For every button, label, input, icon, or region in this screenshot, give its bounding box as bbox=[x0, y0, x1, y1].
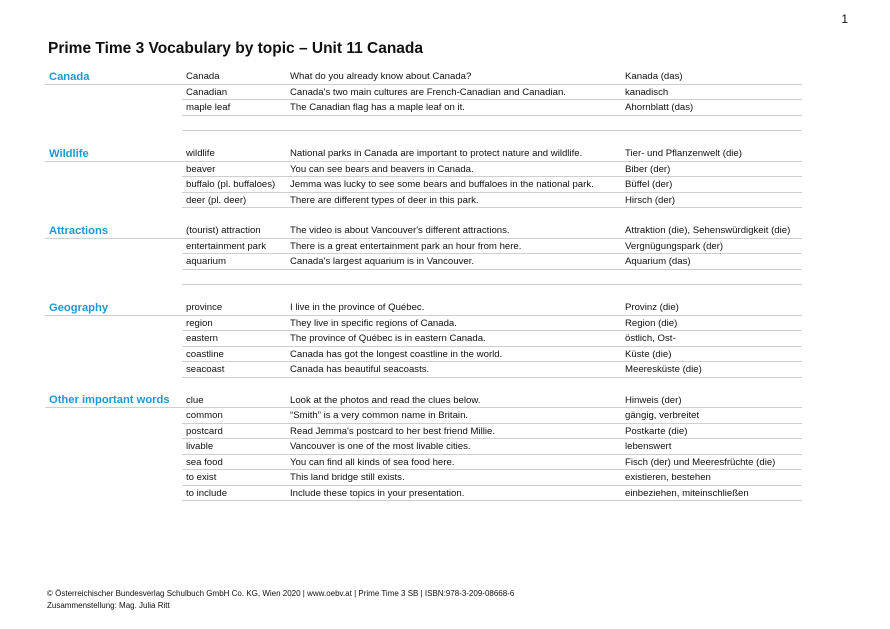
section-heading: Other important words bbox=[49, 394, 170, 407]
table-row bbox=[45, 270, 802, 286]
table-row bbox=[45, 239, 802, 255]
vocab-word: common bbox=[186, 410, 223, 422]
example-sentence: There is a great entertainment park an hour from here. bbox=[290, 240, 522, 252]
table-row bbox=[45, 408, 802, 424]
section-heading: Canada bbox=[49, 70, 90, 83]
german-translation: Tier- und Pflanzenwelt (die) bbox=[625, 148, 742, 160]
footer bbox=[47, 588, 514, 612]
section-heading: Geography bbox=[49, 301, 109, 314]
example-sentence: I live in the province of Québec. bbox=[290, 302, 425, 314]
german-translation: lebenswert bbox=[625, 441, 672, 453]
vocab-word: eastern bbox=[186, 333, 218, 345]
table-row bbox=[45, 424, 802, 440]
vocab-word: region bbox=[186, 317, 213, 329]
section-wildlife bbox=[45, 146, 802, 208]
table-row bbox=[45, 470, 802, 486]
table-row bbox=[45, 486, 802, 502]
example-sentence: Canada has got the longest coastline in the world. bbox=[290, 348, 503, 360]
vocab-word: aquarium bbox=[186, 256, 226, 268]
example-sentence: Canada's largest aquarium is in Vancouver. bbox=[290, 256, 475, 268]
german-translation: Küste (die) bbox=[625, 348, 672, 360]
vocab-word: clue bbox=[186, 394, 204, 406]
example-sentence: Vancouver is one of the most livable cities. bbox=[290, 441, 471, 453]
table-row bbox=[45, 177, 802, 193]
section-heading: Attractions bbox=[49, 224, 109, 237]
vocab-word: coastline bbox=[186, 348, 224, 360]
table-row bbox=[45, 85, 802, 101]
german-translation: Hirsch (der) bbox=[625, 194, 676, 206]
vocab-word: buffalo (pl. buffaloes) bbox=[186, 179, 276, 191]
german-translation: existieren, bestehen bbox=[625, 472, 711, 484]
german-translation: Meeresküste (die) bbox=[625, 364, 702, 376]
example-sentence: There are different types of deer in this park. bbox=[290, 194, 479, 206]
vocab-word: to exist bbox=[186, 472, 217, 484]
vocab-word: Canadian bbox=[186, 86, 228, 98]
german-translation: Biber (der) bbox=[625, 163, 671, 175]
german-translation: Aquarium (das) bbox=[625, 256, 691, 268]
example-sentence: What do you already know about Canada? bbox=[290, 71, 472, 83]
table-row bbox=[45, 116, 802, 132]
example-sentence: Include these topics in your presentation. bbox=[290, 487, 465, 499]
copyright-line: © Österreichischer Bundesverlag Schulbuch GmbH Co. KG, Wien 2020 | www.oebv.at | Prime Time 3 SB | ISBN:978-3-209-08668-6 bbox=[47, 589, 515, 598]
example-sentence: This land bridge still exists. bbox=[290, 472, 405, 484]
section-other-important-words bbox=[45, 393, 802, 502]
german-translation: Attraktion (die), Sehenswürdigkeit (die) bbox=[625, 225, 791, 237]
section-canada bbox=[45, 69, 802, 131]
vocab-word: deer (pl. deer) bbox=[186, 194, 247, 206]
table-row bbox=[45, 193, 802, 209]
table-row bbox=[45, 223, 802, 239]
german-translation: einbeziehen, miteinschließen bbox=[625, 487, 749, 499]
german-translation: kanadisch bbox=[625, 86, 669, 98]
german-translation: Kanada (das) bbox=[625, 71, 683, 83]
german-translation: Region (die) bbox=[625, 317, 678, 329]
example-sentence: National parks in Canada are important to protect nature and wildlife. bbox=[290, 148, 583, 160]
german-translation: gängig, verbreitet bbox=[625, 410, 700, 422]
german-translation: Vergnügungspark (der) bbox=[625, 240, 724, 252]
german-translation: Hinweis (der) bbox=[625, 394, 682, 406]
german-translation: Büffel (der) bbox=[625, 179, 673, 191]
vocab-word: livable bbox=[186, 441, 214, 453]
table-row bbox=[45, 146, 802, 162]
vocab-word: entertainment park bbox=[186, 240, 266, 252]
table-row bbox=[45, 455, 802, 471]
vocab-word: Canada bbox=[186, 71, 220, 83]
table-row bbox=[45, 347, 802, 363]
example-sentence: The video is about Vancouver's different attractions. bbox=[290, 225, 510, 237]
table-row bbox=[45, 300, 802, 316]
example-sentence: You can find all kinds of sea food here. bbox=[290, 456, 455, 468]
german-translation: Fisch (der) und Meeresfrüchte (die) bbox=[625, 456, 776, 468]
vocab-word: wildlife bbox=[186, 148, 215, 160]
german-translation: Provinz (die) bbox=[625, 302, 679, 314]
example-sentence: They live in specific regions of Canada. bbox=[290, 317, 457, 329]
vocab-word: seacoast bbox=[186, 364, 225, 376]
example-sentence: Look at the photos and read the clues below. bbox=[290, 394, 481, 406]
page-number: 1 bbox=[841, 12, 848, 26]
example-sentence: Read Jemma's postcard to her best friend Millie. bbox=[290, 425, 495, 437]
vocab-word: province bbox=[186, 302, 223, 314]
example-sentence: Canada has beautiful seacoasts. bbox=[290, 364, 430, 376]
vocab-word: beaver bbox=[186, 163, 216, 175]
table-row bbox=[45, 439, 802, 455]
table-row bbox=[45, 100, 802, 116]
vocab-word: (tourist) attraction bbox=[186, 225, 261, 237]
section-heading: Wildlife bbox=[49, 147, 89, 160]
german-translation: östlich, Ost- bbox=[625, 333, 676, 345]
example-sentence: The Canadian flag has a maple leaf on it. bbox=[290, 102, 465, 114]
example-sentence: Jemma was lucky to see some bears and buffaloes in the national park. bbox=[290, 179, 594, 191]
vocabulary-table bbox=[45, 69, 802, 516]
table-row bbox=[45, 362, 802, 378]
table-row bbox=[45, 331, 802, 347]
vocab-word: to include bbox=[186, 487, 228, 499]
example-sentence: You can see bears and beavers in Canada. bbox=[290, 163, 474, 175]
example-sentence: “Smith” is a very common name in Britain. bbox=[290, 410, 469, 422]
vocab-word: sea food bbox=[186, 456, 223, 468]
vocab-word: maple leaf bbox=[186, 102, 231, 114]
table-row bbox=[45, 316, 802, 332]
section-geography bbox=[45, 300, 802, 378]
vocab-word: postcard bbox=[186, 425, 223, 437]
german-translation: Postkarte (die) bbox=[625, 425, 688, 437]
german-translation: Ahornblatt (das) bbox=[625, 102, 694, 114]
table-row bbox=[45, 69, 802, 85]
example-sentence: The province of Québec is in eastern Canada. bbox=[290, 333, 486, 345]
table-row bbox=[45, 254, 802, 270]
table-row bbox=[45, 162, 802, 178]
table-row bbox=[45, 393, 802, 409]
page-title: Prime Time 3 Vocabulary by topic – Unit 11 Canada bbox=[48, 40, 424, 57]
example-sentence: Canada's two main cultures are French-Canadian and Canadian. bbox=[290, 86, 566, 98]
section-attractions bbox=[45, 223, 802, 285]
compiler-credit: Zusammenstellung: Mag. Julia Ritt bbox=[47, 601, 170, 610]
